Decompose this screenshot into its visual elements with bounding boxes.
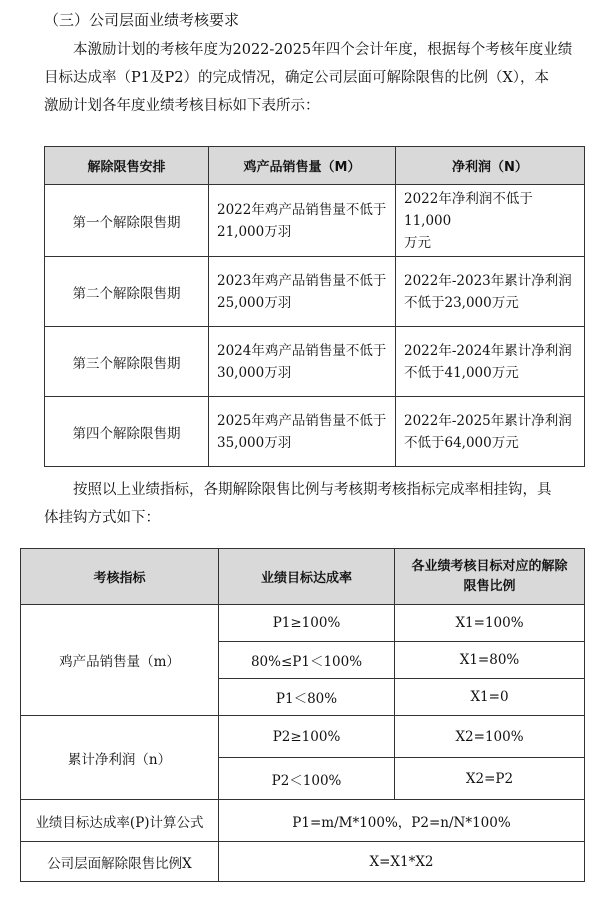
rate-cell: P2≥100% bbox=[219, 716, 395, 758]
sales-line: 2025年鸡产品销售量不低于 bbox=[217, 412, 387, 429]
company-ratio-value: X=X1*X2 bbox=[219, 842, 585, 882]
table-row bbox=[45, 327, 585, 397]
table2-header-rate: 业绩目标达成率 bbox=[219, 549, 395, 605]
ratio-cell: X1=0 bbox=[395, 679, 585, 716]
sales-cell bbox=[209, 327, 396, 397]
sales-cell bbox=[209, 257, 396, 327]
table-row bbox=[45, 397, 585, 467]
profit-cell bbox=[396, 327, 585, 397]
rate-cell: P1≥100% bbox=[219, 605, 395, 642]
linkage-line-1: 按照以上业绩指标，各期解除限售比例与考核期考核指标完成率相挂钩，具 bbox=[73, 482, 552, 498]
formula-label: 业绩目标达成率(P)计算公式 bbox=[21, 800, 219, 842]
indicator-cell-profit: 累计净利润（n） bbox=[21, 716, 219, 800]
table2-header-indicator: 考核指标 bbox=[21, 549, 219, 605]
sales-line: 2023年鸡产品销售量不低于 bbox=[217, 272, 387, 289]
rate-cell: 80%≤P1＜100% bbox=[219, 642, 395, 679]
profit-line: 2022年-2023年累计净利润 bbox=[404, 272, 572, 289]
profit-line: 不低于23,000万元 bbox=[404, 294, 519, 311]
company-ratio-row bbox=[21, 842, 585, 882]
profit-cell bbox=[396, 257, 585, 327]
period-cell: 第二个解除限售期 bbox=[45, 257, 209, 327]
profit-line: 万元 bbox=[404, 234, 431, 251]
profit-cell bbox=[396, 397, 585, 467]
performance-target-table bbox=[44, 146, 585, 467]
intro-line-3: 激励计划各年度业绩考核目标如下表所示： bbox=[44, 98, 320, 114]
period-cell: 第一个解除限售期 bbox=[45, 185, 209, 257]
table-row bbox=[21, 716, 585, 758]
linkage-paragraph bbox=[44, 476, 582, 532]
formula-value: P1=m/M*100%，P2=n/N*100% bbox=[219, 800, 585, 842]
table2-header-row bbox=[21, 549, 585, 605]
ratio-header-line: 各业绩考核目标对应的解除 bbox=[411, 558, 568, 574]
profit-cell bbox=[396, 185, 585, 257]
rate-cell: P2＜100% bbox=[219, 758, 395, 800]
ratio-cell: X1=80% bbox=[395, 642, 585, 679]
table1-header-profit: 净利润（N） bbox=[396, 147, 585, 185]
indicator-cell-sales: 鸡产品销售量（m） bbox=[21, 605, 219, 716]
profit-line: 2022年-2024年累计净利润 bbox=[404, 342, 572, 359]
linkage-line-2: 体挂钩方式如下： bbox=[44, 510, 160, 526]
profit-line: 2022年-2025年累计净利润 bbox=[404, 412, 572, 429]
sales-line: 2024年鸡产品销售量不低于 bbox=[217, 342, 387, 359]
sales-line: 30,000万羽 bbox=[217, 364, 292, 381]
table1-header-period: 解除限售安排 bbox=[45, 147, 209, 185]
table2-header-ratio bbox=[395, 549, 585, 605]
sales-cell bbox=[209, 185, 396, 257]
sales-line: 2022年鸡产品销售量不低于 bbox=[217, 201, 387, 218]
table1-header-sales: 鸡产品销售量（M） bbox=[209, 147, 396, 185]
rate-cell: P1＜80% bbox=[219, 679, 395, 716]
table-row bbox=[21, 605, 585, 642]
profit-line: 2022年净利润不低于11,000 bbox=[404, 190, 533, 229]
sales-cell bbox=[209, 397, 396, 467]
sales-line: 21,000万羽 bbox=[217, 223, 292, 240]
table-row bbox=[45, 257, 585, 327]
intro-line-2: 目标达成率（P1及P2）的完成情况，确定公司层面可解除限售的比例（X），本 bbox=[44, 70, 550, 86]
period-cell: 第四个解除限售期 bbox=[45, 397, 209, 467]
ratio-header-line: 限售比例 bbox=[463, 578, 516, 594]
period-cell: 第三个解除限售期 bbox=[45, 327, 209, 397]
profit-line: 不低于64,000万元 bbox=[404, 434, 519, 451]
formula-row bbox=[21, 800, 585, 842]
intro-paragraph bbox=[44, 36, 582, 120]
intro-line-1: 本激励计划的考核年度为2022-2025年四个会计年度，根据每个考核年度业绩 bbox=[73, 42, 573, 58]
company-ratio-label: 公司层面解除限售比例X bbox=[21, 842, 219, 882]
table1-header-row bbox=[45, 147, 585, 185]
sales-line: 35,000万羽 bbox=[217, 434, 292, 451]
release-ratio-table bbox=[20, 548, 585, 882]
sales-line: 25,000万羽 bbox=[217, 294, 292, 311]
ratio-cell: X2=100% bbox=[395, 716, 585, 758]
ratio-cell: X1=100% bbox=[395, 605, 585, 642]
ratio-cell: X2=P2 bbox=[395, 758, 585, 800]
profit-line: 不低于41,000万元 bbox=[404, 364, 519, 381]
table-row bbox=[45, 185, 585, 257]
section-heading: （三）公司层面业绩考核要求 bbox=[44, 11, 240, 29]
